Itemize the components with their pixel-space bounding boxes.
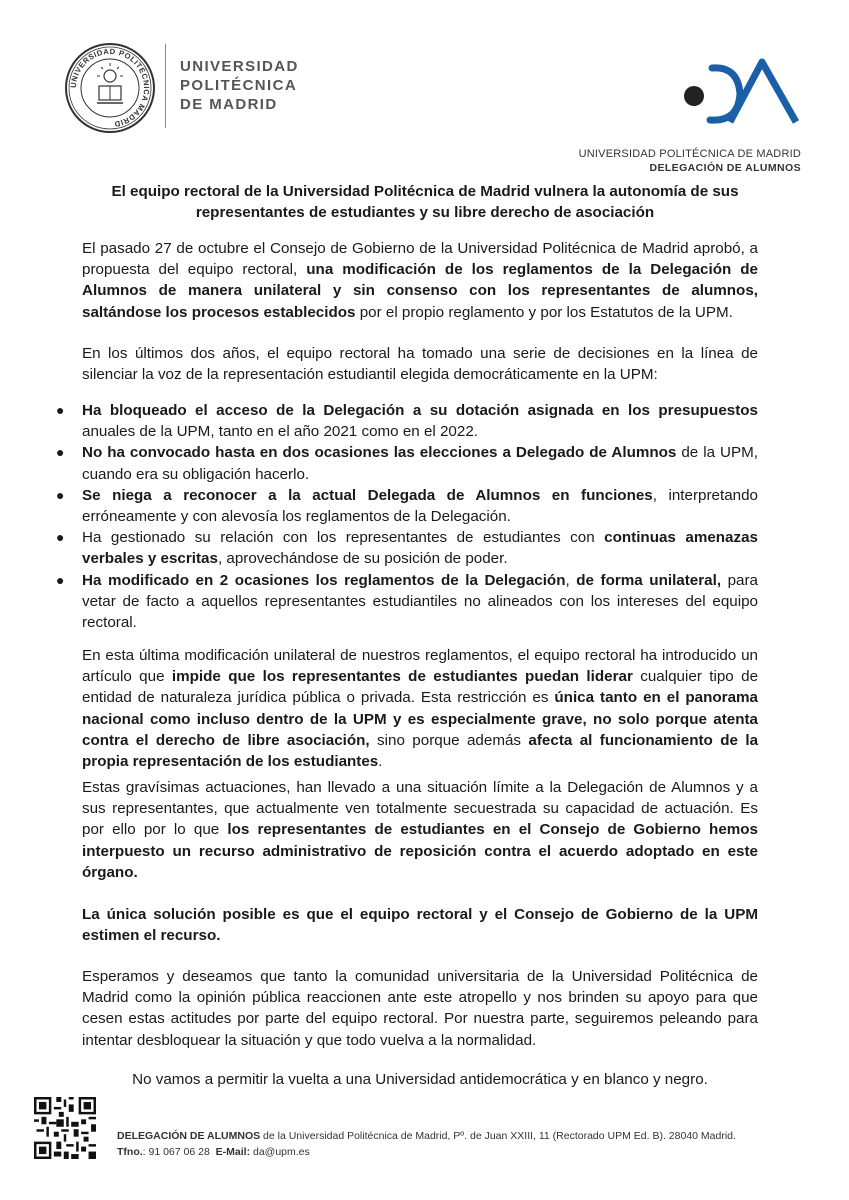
bullet-5-text: para vetar de facto a aquellos representantes estudiantiles no alineados con los intereses del equipo rectoral. bbox=[82, 571, 758, 632]
document-title bbox=[64, 181, 786, 223]
paragraph-5: La única solución posible es que el equipo rectoral y el Consejo de Gobierno de la UPM estimen el recurso. bbox=[82, 906, 758, 945]
list-item bbox=[56, 527, 758, 569]
footer-org: DELEGACIÓN DE ALUMNOS bbox=[117, 1130, 261, 1142]
university-name-line-2: POLITÉCNICA bbox=[180, 77, 298, 94]
paragraph-1 bbox=[82, 238, 758, 323]
list-item bbox=[56, 442, 758, 484]
list-item bbox=[56, 485, 758, 527]
paragraph-2: En los últimos dos años, el equipo rectoral ha tomado una serie de decisiones en la línea de silenciar la voz de la representación estudiantil elegida democráticamente en la UPM: bbox=[82, 345, 758, 384]
p3-text-1: En esta última modificación unilateral de nuestros reglamentos, el equipo rectoral ha introducido un artículo que bbox=[82, 647, 758, 686]
bullet-2-bold: No ha convocado hasta en dos ocasiones las elecciones a Delegado de Alumnos bbox=[82, 444, 677, 462]
bullet-2-text: de la UPM, cuando era su obligación hacerlo. bbox=[82, 444, 758, 483]
footer-address bbox=[117, 1130, 736, 1142]
bullet-icon: ● bbox=[56, 402, 65, 418]
footer-email-link[interactable]: da@upm.es bbox=[250, 1146, 310, 1158]
p1-bold-1: una modificación de los reglamentos de la Delegación de Alumnos de manera unilateral y sin consenso con los representantes de alumnos, saltándose los procesos establecidos bbox=[82, 261, 758, 321]
p4-text-1: Estas gravísimas actuaciones, han llevado a una situación límite a la Delegación de Alumnos y a sus representantes, que actualmente ven totalmente secuestrada su capacidad de actuación. Es por ello por lo que bbox=[82, 779, 758, 839]
p3-bold-3: afecta al funcionamiento de la propia representación de los estudiantes bbox=[82, 731, 759, 771]
p3-text-4: . bbox=[378, 753, 383, 771]
p3-bold-2: única tanto en el panorama nacional como incluso dentro de la UPM y es especialmente grave, no solo porque atenta contra el derecho de libre asociación, bbox=[82, 689, 758, 749]
university-name-line-1: UNIVERSIDAD bbox=[180, 58, 299, 75]
bullet-icon: ● bbox=[56, 486, 65, 503]
header-separator bbox=[165, 44, 166, 128]
footer-phone: : 91 067 06 28 bbox=[142, 1146, 210, 1158]
footer-address-text: de la Universidad Politécnica de Madrid, Pº. de Juan XXIII, 11 (Rectorado UPM Ed. B). 28040 Madrid. bbox=[260, 1130, 736, 1142]
footer-email-label: E-Mail: bbox=[215, 1146, 251, 1158]
closing-statement: No vamos a permitir la vuelta a una Universidad antidemocrática y en blanco y negro. bbox=[132, 1071, 708, 1088]
svg-text:UNIVERSIDAD POLITÉCNICA MADRID: UNIVERSIDAD POLITÉCNICA MADRID bbox=[68, 46, 152, 129]
bullet-icon: ● bbox=[56, 529, 65, 546]
list-item bbox=[56, 400, 758, 442]
bullet-1-bold: Ha bloqueado el acceso de la Delegación a su dotación asignada en los presupuestos bbox=[82, 402, 758, 419]
p1-text-2: por el propio reglamento y por los Estatutos de la UPM. bbox=[355, 303, 733, 321]
bullet-5-bold-2: de forma unilateral, bbox=[576, 571, 722, 589]
p3-bold-1: impide que los representantes de estudiantes puedan liderar bbox=[171, 668, 633, 686]
footer-phone-label: Tfno. bbox=[117, 1146, 143, 1158]
bullet-3-bold: Se niega a reconocer a la actual Delegada de Alumnos en funciones bbox=[82, 486, 653, 504]
title-line-2: representantes de estudiantes y su libre derecho de asociación bbox=[195, 204, 655, 221]
bullet-4-bold: continuas amenazas verbales y escritas bbox=[82, 529, 758, 568]
paragraph-4 bbox=[82, 777, 758, 883]
delegacion-alumnos-logo bbox=[676, 58, 800, 126]
upm-seal-logo bbox=[64, 42, 156, 134]
paragraph-3 bbox=[82, 645, 758, 772]
p3-text-3: sino porque además bbox=[369, 731, 529, 749]
bullet-icon: ● bbox=[56, 444, 65, 461]
university-name-line-3: DE MADRID bbox=[180, 96, 278, 113]
p4-bold-1: los representantes de estudiantes en el Consejo de Gobierno hemos interpuesto un recurso administrativo de reposición contra el acuerdo adoptado en este órgano. bbox=[82, 821, 758, 881]
bullet-1-text: anuales de la UPM, tanto en el año 2021 como en el 2022. bbox=[82, 423, 478, 441]
bullet-4-text: , aprovechándose de su posición de poder. bbox=[217, 550, 508, 568]
da-university-label: UNIVERSIDAD POLITÉCNICA DE MADRID bbox=[578, 148, 801, 160]
bullet-3-text: , interpretando erróneamente y con alevosía los reglamentos de la Delegación. bbox=[82, 486, 758, 526]
p3-text-2: cualquier tipo de entidad de naturaleza jurídica pública o privada. Esta restricción es bbox=[82, 668, 759, 707]
bullet-4-text-0: Ha gestionado su relación con los representantes de estudiantes con bbox=[82, 529, 605, 547]
da-delegation-label: DELEGACIÓN DE ALUMNOS bbox=[649, 162, 801, 174]
footer-contact bbox=[117, 1146, 310, 1158]
title-line-1: El equipo rectoral de la Universidad Politécnica de Madrid vulnera la autonomía de sus bbox=[111, 183, 739, 200]
bullet-5-text-1: , bbox=[565, 571, 577, 589]
list-item bbox=[56, 570, 758, 634]
paragraph-6: Esperamos y deseamos que tanto la comunidad universitaria de la Universidad Politécnica de Madrid como la opinión pública reaccionen ante este atropello y nos brinden su apoyo para que cesen estas actitudes por parte del equipo rectoral. Por nuestra parte, seguiremos peleando para intentar desbloquear la situación y que todo vuelva a la normalidad. bbox=[82, 968, 758, 1049]
bullet-list bbox=[56, 400, 758, 633]
bullet-icon: ● bbox=[56, 571, 65, 588]
p1-text-1: El pasado 27 de octubre el Consejo de Gobierno de la Universidad Politécnica de Madrid aprobó, a propuesta del equipo rectoral, bbox=[82, 240, 758, 279]
qr-code-icon bbox=[34, 1097, 96, 1159]
bullet-5-bold: Ha modificado en 2 ocasiones los reglamentos de la Delegación bbox=[82, 571, 566, 589]
